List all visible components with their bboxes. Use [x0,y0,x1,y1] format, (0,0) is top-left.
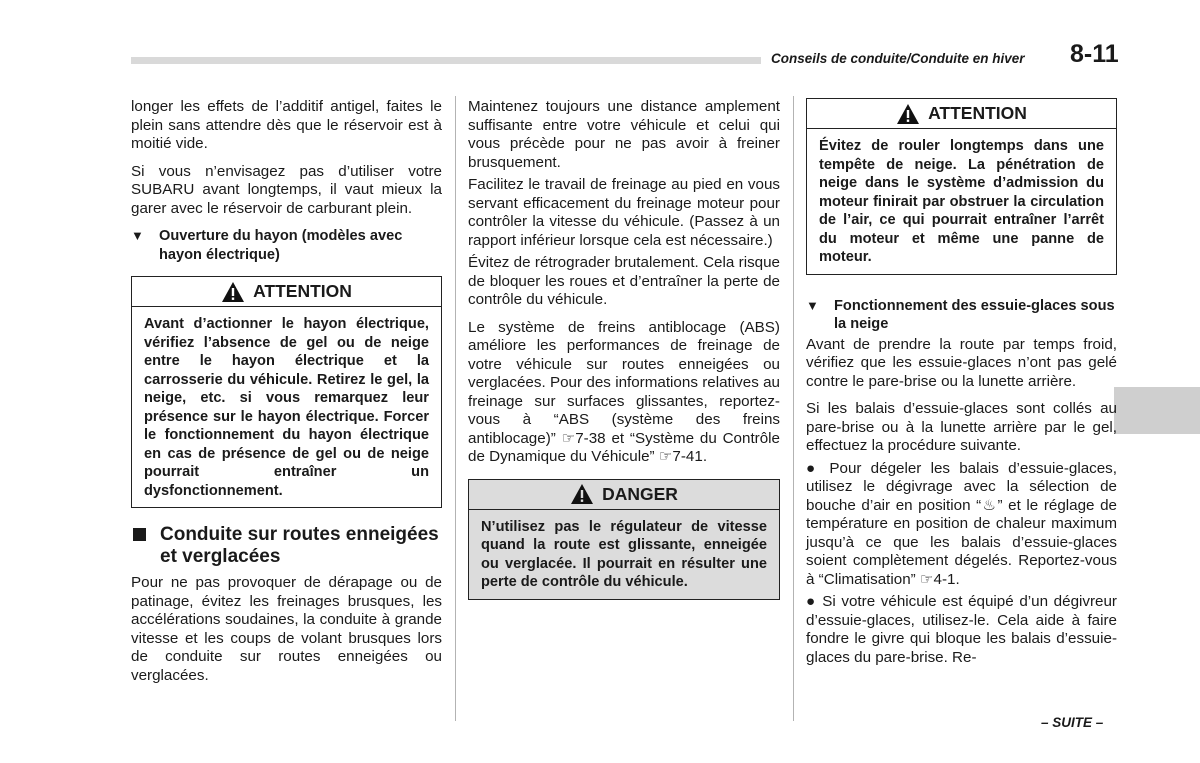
paragraph: Avant de prendre la route par temps froid, vérifiez que les essuie-glaces n’ont pas gelé contre le pare-brise ou la lunette arrière. [806,335,1117,390]
column-divider [455,96,456,721]
subheading-hayon [131,227,442,264]
subheading-essuie-glaces [806,297,1117,334]
column-3 [806,98,1117,676]
black-square-icon [133,528,146,541]
attention-title [807,99,1116,129]
paragraph: Le système de freins antiblocage (ABS) améliore les performances de freinage de votre véhicule sur routes enneigées ou verglacées. Pour des informations relatives au freinage sur surfaces glissantes, reportez-vous à “ABS (système des freins antiblocage)” ☞7-38 et “Système du Contrôle de Dynamique du Véhicule” ☞7-41. [468,318,780,465]
paragraph: Facilitez le travail de freinage au pied en vous servant efficacement du freinage moteur pour contrôler la vitesse du véhicule. (Passez à un rapport inférieur lorsque cela est nécessaire.) [468,176,780,249]
subheading-text: Ouverture du hayon (modèles avec hayon électrique) [159,228,403,263]
danger-label: DANGER [602,483,678,504]
triangle-down-icon: ▼ [131,228,144,243]
warning-triangle-icon [896,103,920,125]
attention-title [132,277,441,307]
attention-box [131,276,442,508]
attention-text: Évitez de rouler longtemps dans une tempête de neige. La pénétration de neige dans le système d’admission du moteur finirait par obstruer la circulation de l’air, ce qui pourrait entraîner l’arrêt du moteur et même une panne de moteur. [819,138,1104,265]
paragraph: Maintenez toujours une distance amplement suffisante entre votre véhicule et celui qui vous précède pour ne pas avoir à freiner brusquement. [468,98,780,171]
column-divider [793,96,794,721]
danger-title [469,480,779,510]
warning-triangle-icon [570,483,594,505]
header-subtitle: Conseils de conduite/Conduite en hiver [771,51,1025,66]
continued-label: – SUITE – [1041,715,1104,730]
section-title [131,524,442,568]
column-2 [468,98,780,616]
triangle-down-icon: ▼ [806,297,819,313]
section-title-text: Conduite sur routes enneigées et verglacées [160,524,439,567]
subheading-text: Fonctionnement des essuie-glaces sous la neige [834,297,1115,332]
attention-label: ATTENTION [253,281,352,302]
attention-box [806,98,1117,275]
paragraph: Si les balais d’essuie-glaces sont collés au pare-brise ou à la lunette arrière par le gel, effectuez la procédure suivante. [806,400,1117,454]
attention-label: ATTENTION [928,103,1027,124]
paragraph: Si vous n’envisagez pas d’utiliser votre SUBARU avant longtemps, il vaut mieux la garer avec le réservoir de carburant plein. [131,162,442,217]
page-number: 8-11 [1070,40,1119,68]
column-1 [131,98,442,694]
paragraph: longer les effets de l’additif antigel, faites le plein sans attendre dès que le réservoir est à moitié vide. [131,98,442,152]
attention-text: Avant d’actionner le hayon électrique, vérifiez l’absence de gel ou de neige entre le hayon électrique et la carrosserie du véhicule. Retirez le gel, la neige, etc. si vous remarquez leur présence sur le hayon électrique. Forcer le fonctionnement du hayon électrique en cas de présence de gel ou de neige pourrait entraîner un dysfonctionnement. [144,316,429,499]
paragraph: Évitez de rétrograder brutalement. Cela risque de bloquer les roues et d’entraîner la perte de contrôle du véhicule. [468,254,780,308]
danger-box [468,479,780,600]
bullet-item: ● Pour dégeler les balais d’essuie-glaces, utilisez le dégivrage avec la sélection de bouche d’air en position “♨” et le réglage de température en position de chaleur maximum jusqu’à ce que les balais d’essuie-glaces soient complètement dégelés. Reportez-vous à “Climatisation” ☞4-1. [806,459,1117,588]
danger-text: N’utilisez pas le régulateur de vitesse quand la route est glissante, enneigée ou verglacée. Il pourrait en résulter une perte de contrôle du véhicule. [469,510,779,599]
bullet-item: ● Si votre véhicule est équipé d’un dégivreur d’essuie-glaces, utilisez-le. Cela aide à faire fondre le givre qui bloque les balais d’essuie-glaces du pare-brise. Re- [806,593,1117,666]
chapter-tab [1114,387,1200,434]
header-rule [131,57,761,64]
warning-triangle-icon [221,281,245,303]
paragraph: Pour ne pas provoquer de dérapage ou de patinage, évitez les freinages brusques, les accélérations soudaines, la conduite à grande vitesse et les coups de volant brusques lors de conduite sur routes enneigées ou verglacées. [131,574,442,684]
